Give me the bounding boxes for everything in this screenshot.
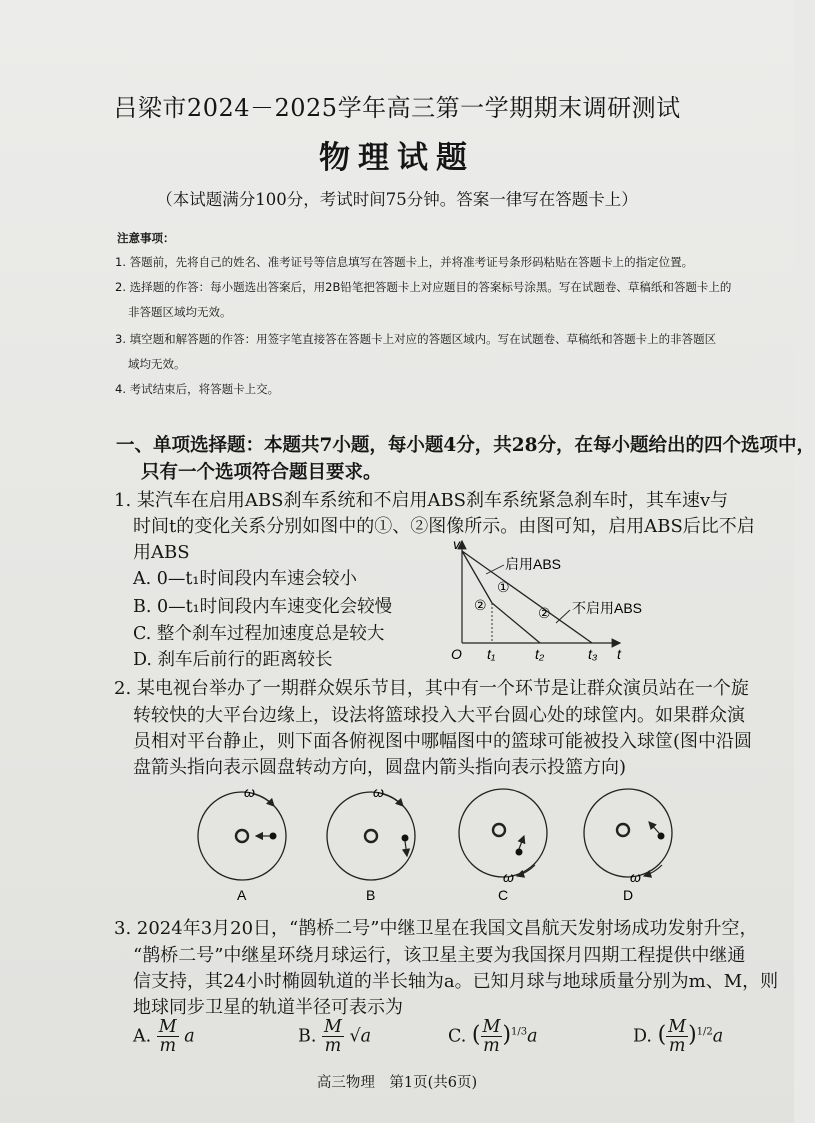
v-axis-label: v [453, 536, 460, 552]
t3-label: t₃ [588, 646, 598, 662]
note-line: 2. 选择题的作答：每小题选出答案后，用2B铅笔把答题卡上对应题目的答案标号涂黑。写在试题卷、草稿纸和答题卡上的 [115, 280, 732, 294]
t1-label: t₁ [487, 646, 496, 662]
note-line: 域均无效。 [128, 357, 186, 371]
section-heading: 一、单项选择题：本题共7小题，每小题4分，共28分，在每小题给出的四个选项中， [116, 435, 815, 456]
origin-label: O [451, 646, 462, 662]
note-line: 4. 考试结束后，将答题卡上交。 [115, 382, 280, 396]
abs-line-seg1 [462, 551, 492, 603]
figure-d-label: D [623, 887, 634, 903]
question-2-line: 转较快的大平台边缘上，设法将篮球投入大平台圆心处的球筐内。如果群众演 [133, 705, 745, 726]
notes-heading: 注意事项： [117, 231, 175, 245]
abs-line-seg2 [492, 603, 540, 643]
note-line: 3. 填空题和解答题的作答：用签字笔直接答在答题卡上对应的答题区域内。写在试题卷、草稿纸和答题卡上的非答题区 [115, 332, 717, 346]
t2-label: t₂ [535, 646, 545, 662]
q1-option-a: A. 0—t₁时间段内车速会较小 [133, 569, 357, 589]
q3-option-a: A. $\frac{M}{m}$ a [133, 1017, 195, 1057]
abs-label: 启用ABS [505, 556, 562, 572]
question-3-line: 信支持，其24小时椭圆轨道的半长轴为a。已知月球与地球质量分别为m、M，则 [133, 971, 779, 992]
question-3-line: 3. 2024年3月20日，“鹊桥二号”中继卫星在我国文昌航天发射场成功发射升空， [114, 918, 758, 939]
figure-a-label: A [237, 887, 247, 903]
exam-title: 吕梁市2024－2025学年高三第一学期期末调研测试 [113, 94, 681, 122]
q2-figures [180, 780, 700, 910]
question-2-line: 2. 某电视台举办了一期群众娱乐节目，其中有一个环节是让群众演员站在一个旋 [114, 678, 749, 699]
note-line: 1. 答题前，先将自己的姓名、准考证号等信息填写在答题卡上，并将准考证号条形码粘贴在答题卡上的指定位置。 [115, 255, 694, 269]
svg-text:ω: ω [373, 784, 384, 800]
t-axis-label: t [617, 646, 621, 662]
note-line: 非答题区域均无效。 [128, 305, 232, 319]
marker-2-right: ② [538, 605, 551, 621]
question-2-line: 盘箭头指向表示圆盘转动方向，圆盘内箭头指向表示投篮方向) [133, 757, 627, 778]
question-1-line: 1. 某汽车在启用ABS刹车系统和不启用ABS刹车系统紧急刹车时，其车速v与 [114, 490, 729, 511]
figure-a [198, 784, 286, 903]
q3-option-d: D. ( $\frac{M}{m}$ )$^{1/2}$a [633, 1017, 724, 1057]
figure-d [584, 789, 672, 903]
svg-text:ω: ω [630, 869, 641, 885]
figure-b-label: B [366, 887, 376, 903]
question-2-line: 员相对平台静止，则下面各俯视图中哪幅图中的篮球可能被投入球筐(图中沿圆 [133, 731, 753, 752]
figure-c-label: C [498, 887, 509, 903]
marker-2-left: ② [474, 597, 487, 613]
svg-text:ω: ω [503, 869, 514, 885]
question-3-line: 地球同步卫星的轨道半径可表示为 [133, 997, 403, 1018]
no-abs-leader [556, 610, 570, 623]
q3-option-b: B. $\frac{M}{m}$ √a [298, 1017, 372, 1057]
q3-option-c: C. ( $\frac{M}{m}$ )$^{1/3}$a [448, 1017, 538, 1057]
no-abs-label: 不启用ABS [572, 600, 643, 616]
question-3-line: “鹊桥二号”中继星环绕月球运行，该卫星主要为我国探月四期工程提供中继通 [133, 945, 746, 966]
subject-title: 物理试题 [319, 140, 475, 176]
page-footer: 高三物理 第1页(共6页) [316, 1075, 478, 1091]
svg-text:ω: ω [244, 784, 255, 800]
q1-option-b: B. 0—t₁时间段内车速变化会较慢 [133, 597, 393, 617]
figure-b [327, 784, 415, 903]
question-1-line: 时间t的变化关系分别如图中的①、②图像所示。由图可知，启用ABS后比不启 [133, 516, 755, 537]
section-heading: 只有一个选项符合题目要求。 [141, 462, 382, 483]
q1-option-d: D. 刹车后前行的距离较长 [133, 650, 333, 670]
q1-option-c: C. 整个刹车过程加速度总是较大 [133, 624, 385, 644]
exam-subtitle: （本试题满分100分，考试时间75分钟。答案一律写在答题卡上） [156, 190, 638, 209]
vt-graph [448, 535, 643, 665]
question-1-line: 用ABS [133, 542, 190, 563]
figure-c [459, 789, 547, 903]
marker-1: ① [497, 579, 510, 595]
